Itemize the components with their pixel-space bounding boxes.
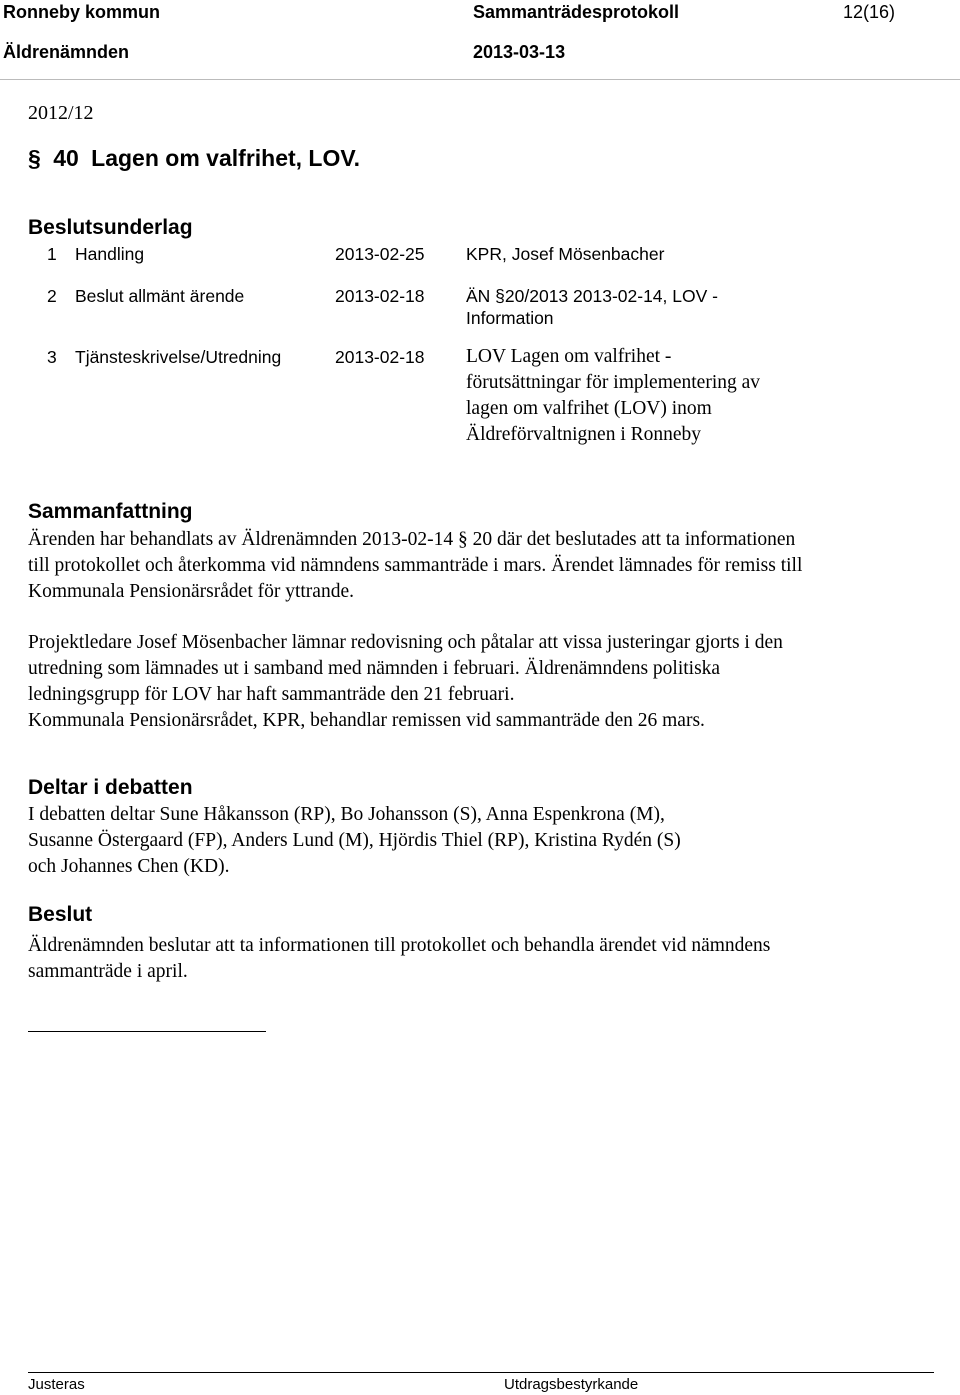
beslut-text: Äldrenämnden beslutar att ta informationen till protokollet och behandla ärendet vid nämndens sammanträde i april. bbox=[28, 935, 771, 982]
sammanfattning-heading: Sammanfattning bbox=[28, 500, 193, 523]
underlag-item-date: 2013-02-18 bbox=[335, 286, 425, 306]
municipality-name: Ronneby kommun bbox=[3, 2, 161, 22]
deltar-heading: Deltar i debatten bbox=[28, 776, 193, 799]
underlag-item-number: 3 bbox=[47, 347, 57, 367]
paragraph-heading bbox=[28, 145, 360, 172]
underlag-item-date: 2013-02-18 bbox=[335, 347, 425, 367]
footer-divider bbox=[28, 1372, 934, 1373]
header-divider bbox=[0, 79, 960, 80]
footer-justeras: Justeras bbox=[28, 1376, 85, 1393]
paragraph-title: Lagen om valfrihet, LOV. bbox=[91, 145, 360, 171]
meeting-date: 2013-03-13 bbox=[473, 42, 566, 62]
sammanfattning-paragraph-1: Ärenden har behandlats av Äldrenämnden 2013-02-14 § 20 där det beslutades att ta informationen till protokollet och återkomma vid nämndens sammanträde i mars. Ärendet lämnades för remiss till Kommunala Pensionärsrådet för yttrande. bbox=[28, 529, 803, 602]
underlag-item-date: 2013-02-25 bbox=[335, 244, 425, 264]
footer-utdragsbestyrkande: Utdragsbestyrkande bbox=[504, 1376, 639, 1393]
beslutsunderlag-heading: Beslutsunderlag bbox=[28, 216, 193, 239]
underlag-item-document: Beslut allmänt ärende bbox=[75, 286, 245, 306]
committee-name: Äldrenämnden bbox=[3, 42, 130, 62]
deltar-text: I debatten deltar Sune Håkansson (RP), Bo Johansson (S), Anna Espenkrona (M), Susanne Östergaard (FP), Anders Lund (M), Hjördis Thiel (RP), Kristina Rydén (S) och Johannes Chen (KD). bbox=[28, 804, 681, 877]
sammanfattning-paragraph-2: Projektledare Josef Mösenbacher lämnar redovisning och påtalar att vissa justeringar gjorts i den utredning som lämnades ut i samband med nämnden i februari. Äldrenämndens politiska ledningsgrupp för LOV har haft sammanträde den 21 februari. Kommunala Pensionärsrådet, KPR, behandlar remissen vid sammanträde den 26 mars. bbox=[28, 632, 783, 731]
page-number: 12(16) bbox=[843, 2, 896, 22]
signature-line bbox=[28, 1031, 266, 1032]
underlag-item-description: LOV Lagen om valfrihet - förutsättningar för implementering av lagen om valfrihet (LOV) inom Äldreförvaltnignen i Ronneby bbox=[466, 346, 761, 445]
paragraph-number: 40 bbox=[53, 145, 79, 171]
underlag-item-document: Tjänsteskrivelse/Utredning bbox=[75, 347, 282, 367]
document-type: Sammanträdesprotokoll bbox=[473, 2, 680, 22]
paragraph-symbol: § bbox=[28, 145, 41, 171]
underlag-item-number: 2 bbox=[47, 286, 57, 306]
beslut-heading: Beslut bbox=[28, 903, 93, 926]
underlag-item-number: 1 bbox=[47, 244, 57, 264]
case-number: 2012/12 bbox=[28, 102, 94, 124]
underlag-item-document: Handling bbox=[75, 244, 145, 264]
underlag-item-description: KPR, Josef Mösenbacher bbox=[466, 244, 665, 264]
underlag-item-description: ÄN §20/2013 2013-02-14, LOV - Information bbox=[466, 286, 718, 328]
